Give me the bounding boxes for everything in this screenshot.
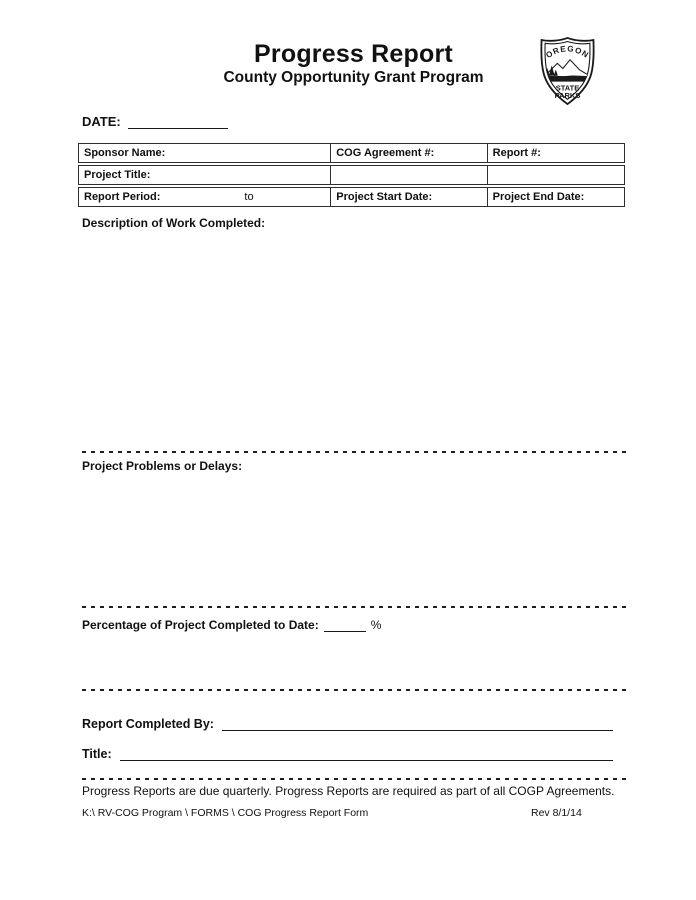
title-row bbox=[82, 744, 613, 761]
percentage-unit: % bbox=[370, 618, 382, 632]
oregon-state-parks-logo-icon bbox=[538, 36, 597, 106]
table-row bbox=[78, 187, 625, 207]
report-number-cell[interactable] bbox=[487, 144, 624, 162]
project-end-date-cell[interactable] bbox=[487, 188, 624, 206]
percentage-row bbox=[82, 616, 381, 632]
project-info-table bbox=[78, 143, 625, 209]
percentage-input-blank[interactable] bbox=[324, 619, 366, 632]
dashed-divider bbox=[82, 689, 627, 691]
logo-parks-text: PARKS bbox=[554, 90, 581, 100]
dashed-divider bbox=[82, 778, 627, 780]
quarterly-note: Progress Reports are due quarterly. Progress Reports are required as part of all COGP Agreements. bbox=[82, 784, 615, 798]
project-end-date-label: Project End Date: bbox=[492, 191, 585, 203]
project-problems-label: Project Problems or Delays: bbox=[82, 459, 243, 473]
date-row bbox=[82, 112, 228, 129]
logo-state-text: STATE bbox=[555, 83, 580, 93]
dashed-divider bbox=[82, 451, 627, 453]
table-row bbox=[78, 143, 625, 163]
title-input-line[interactable] bbox=[120, 746, 613, 761]
project-problems-input-area[interactable] bbox=[82, 478, 625, 603]
report-period-cell[interactable] bbox=[79, 188, 330, 206]
page-subtitle: County Opportunity Grant Program bbox=[223, 69, 484, 86]
report-number-label: Report #: bbox=[492, 147, 541, 159]
project-title-row-right-cell[interactable] bbox=[487, 166, 624, 184]
table-row bbox=[78, 165, 625, 185]
project-title-row-middle-cell[interactable] bbox=[330, 166, 486, 184]
report-completed-by-row bbox=[82, 714, 613, 731]
sponsor-name-cell[interactable] bbox=[79, 144, 330, 162]
description-of-work-input-area[interactable] bbox=[82, 236, 625, 448]
report-completed-by-label: Report Completed By: bbox=[82, 717, 214, 731]
report-period-label: Report Period: bbox=[84, 191, 161, 203]
project-start-date-cell[interactable] bbox=[330, 188, 486, 206]
cog-agreement-label: COG Agreement #: bbox=[336, 147, 435, 159]
revision-text: Rev 8/1/14 bbox=[531, 807, 582, 819]
description-of-work-label: Description of Work Completed: bbox=[82, 216, 266, 230]
sponsor-name-label: Sponsor Name: bbox=[84, 147, 166, 159]
percentage-label: Percentage of Project Completed to Date: bbox=[82, 618, 319, 632]
project-title-cell[interactable] bbox=[79, 166, 330, 184]
date-label: DATE: bbox=[82, 114, 121, 129]
report-period-to: to bbox=[244, 191, 254, 203]
file-path-text: K:\ RV-COG Program \ FORMS \ COG Progress Report Form bbox=[82, 807, 369, 819]
page-title: Progress Report bbox=[254, 40, 453, 68]
logo-arc-text: OREGON bbox=[544, 44, 591, 61]
project-start-date-label: Project Start Date: bbox=[336, 191, 433, 203]
title-label: Title: bbox=[82, 747, 112, 761]
dashed-divider bbox=[82, 606, 627, 608]
project-title-label: Project Title: bbox=[84, 169, 151, 181]
cog-agreement-cell[interactable] bbox=[330, 144, 486, 162]
report-completed-by-input-line[interactable] bbox=[222, 716, 613, 731]
date-input-blank[interactable] bbox=[128, 115, 228, 129]
